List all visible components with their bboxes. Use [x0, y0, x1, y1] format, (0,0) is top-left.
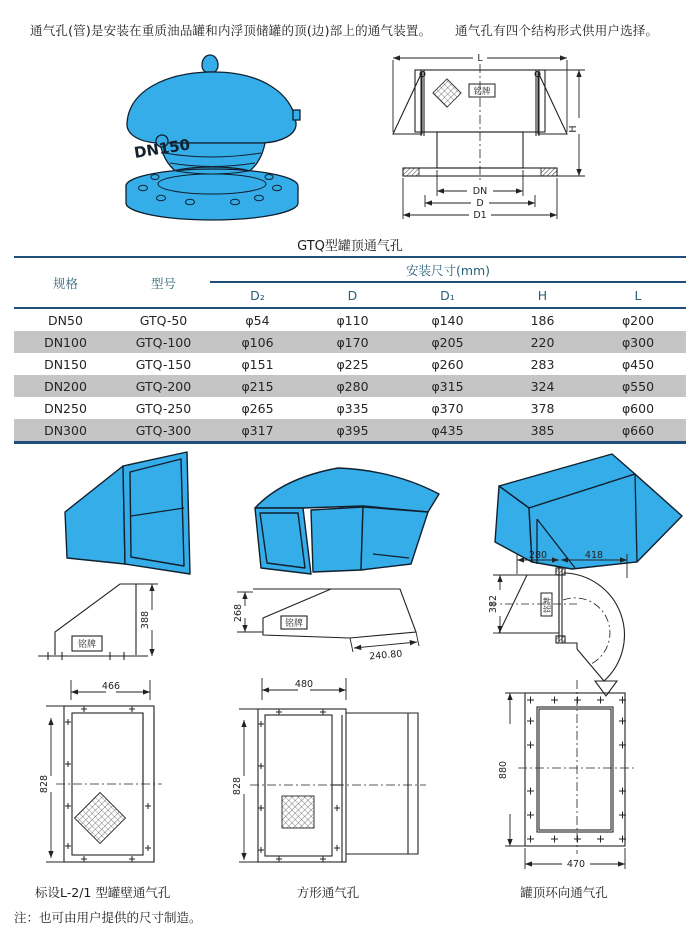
nameplate-label: 铭牌 — [543, 597, 552, 613]
valve-size-label: DN150 — [132, 135, 192, 162]
dim-382: 382 — [488, 594, 499, 614]
table-caption: GTQ型罐顶通气孔 — [297, 239, 403, 254]
table-row: DN150 GTQ-150 φ151 φ225 φ260 283 φ450 — [44, 356, 655, 372]
dim-880: 880 — [498, 760, 509, 780]
dim-L: L — [477, 53, 483, 64]
dim-240-80: 240.80 — [368, 648, 403, 663]
dim-466: 466 — [101, 681, 121, 692]
mesh-symbol — [433, 79, 461, 107]
col-header-h: H — [537, 287, 548, 303]
caption-square-vent: 方形通气孔 — [296, 885, 360, 900]
intro-text-left: 通气孔(管)是安装在重质油品罐和内浮顶储罐的顶(边)部上的通气装置。 — [30, 23, 432, 38]
table-row: DN250 GTQ-250 φ265 φ335 φ370 378 φ600 — [44, 400, 655, 416]
col-header-spec: 规格 — [52, 275, 78, 291]
table-row: DN50 GTQ-50 φ54 φ110 φ140 186 φ200 — [48, 312, 655, 328]
table-row: DN100 GTQ-100 φ106 φ170 φ205 220 φ300 — [14, 331, 686, 353]
dim-388: 388 — [140, 610, 151, 630]
valve-illustration — [85, 53, 365, 235]
square-vent-front-drawing — [222, 676, 434, 881]
bolt-marks — [258, 709, 340, 862]
spec-table — [14, 256, 686, 444]
square-vent-illustration — [243, 446, 453, 581]
hero-technical-drawing — [385, 48, 685, 233]
dim-828: 828 — [39, 774, 50, 794]
nameplate-label: 铭牌 — [284, 619, 304, 629]
table-row: DN300 GTQ-300 φ317 φ395 φ435 385 φ660 — [14, 419, 686, 441]
col-header-install: 安装尺寸(mm) — [210, 258, 686, 283]
dim-D: D — [476, 198, 484, 209]
col-header-d2: D₂ — [250, 287, 265, 303]
valve-knob-icon — [202, 55, 218, 73]
mesh-panel — [75, 793, 126, 844]
dim-D1: D1 — [473, 210, 487, 221]
dim-480: 480 — [294, 679, 314, 690]
wall-vent-illustration — [35, 446, 235, 581]
col-header-d: D — [347, 287, 358, 303]
caption-circumferential-vent: 罐顶环向通气孔 — [520, 885, 608, 900]
square-vent-profile-drawing — [233, 570, 445, 688]
dim-418: 418 — [584, 550, 604, 561]
circumferential-vent-front-drawing — [480, 676, 685, 876]
dim-470: 470 — [566, 859, 586, 870]
wall-vent-front-drawing — [28, 676, 213, 881]
intro-text-right: 通气孔有四个结构形式供用户选择。 — [455, 23, 659, 38]
caption-wall-vent: 标设L-2/1 型罐壁通气孔 — [35, 885, 171, 900]
manufacture-note: 注：也可由用户提供的尺寸制造。 — [14, 910, 202, 925]
wall-vent-profile-drawing — [30, 570, 215, 688]
table-header — [14, 258, 686, 309]
dim-H: H — [568, 125, 579, 133]
dim-DN: DN — [472, 186, 488, 197]
col-header-d1: D₁ — [440, 287, 455, 303]
mesh-panel — [282, 796, 314, 828]
dim-268: 268 — [233, 603, 244, 623]
nameplate-label: 铭牌 — [473, 87, 491, 97]
dim-828: 828 — [232, 776, 243, 796]
dim-280: 280 — [528, 550, 548, 561]
col-header-l: L — [634, 287, 642, 303]
valve-cap — [127, 72, 296, 143]
col-header-model: 型号 — [150, 275, 176, 291]
nameplate-label: 铭牌 — [77, 640, 97, 650]
table-row: DN200 GTQ-200 φ215 φ280 φ315 324 φ550 — [14, 375, 686, 397]
